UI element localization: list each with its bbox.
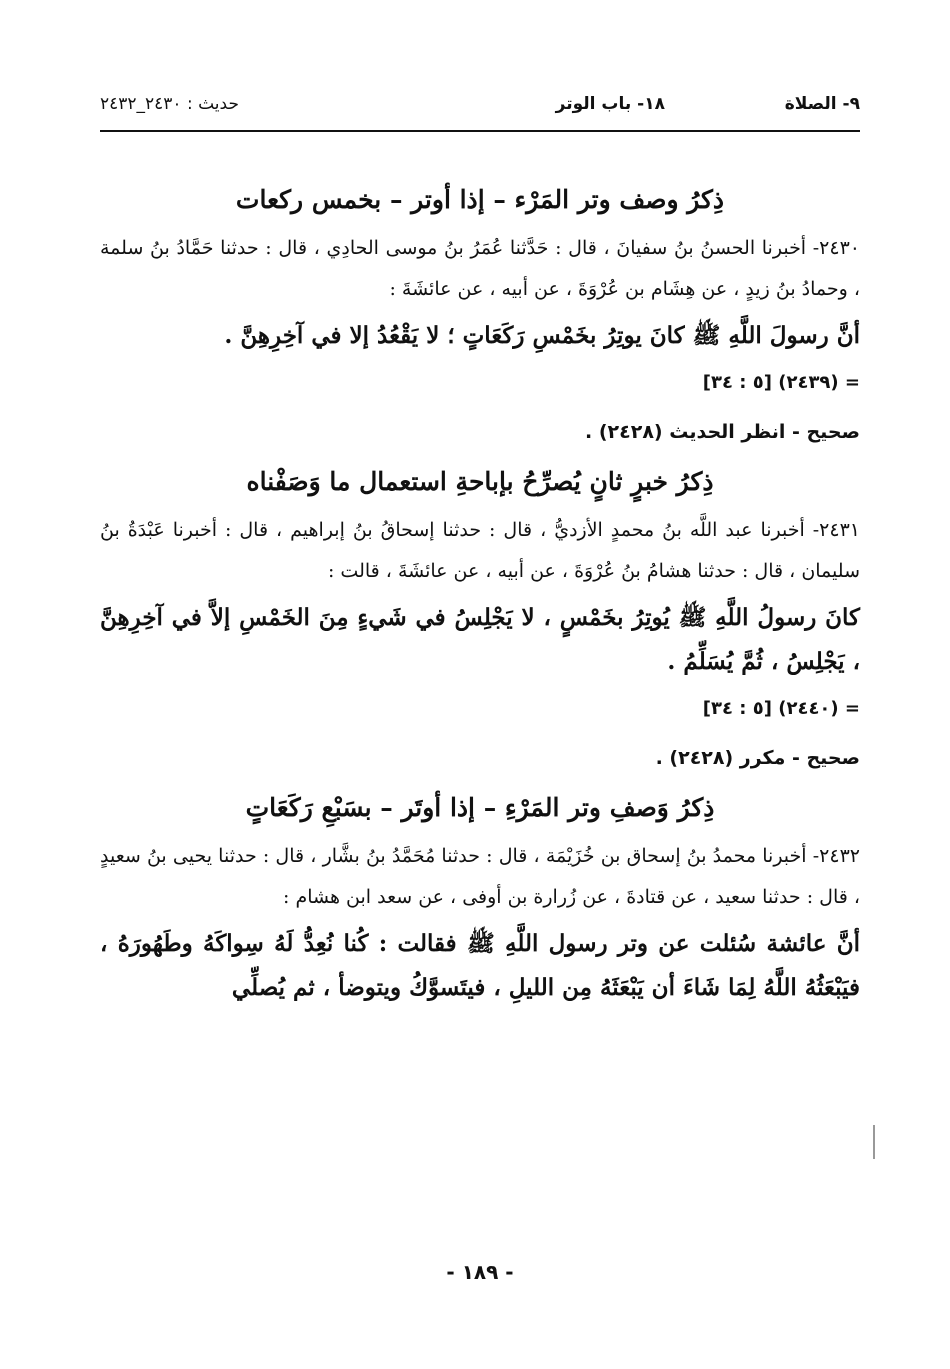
hadith-grade: صحيح - انظر الحديث (٢٤٢٨) . (585, 421, 860, 443)
isnad-text: ٢٤٣٠- أخبرنا الحسنُ بنُ سفيانَ ، قال : حَدَّثنا عُمَرُ بنُ موسى الحادِي ، قال : حدثنا حَمَّادُ بنُ سلمة ، وحمادُ بنُ زيدٍ ، عن هِشَام بن عُرْوَةَ ، عن أبيه ، عن عائشَةَ : (100, 237, 860, 300)
matn-text: أنَّ رسولَ اللَّهِ ﷺ كانَ يوتِرُ بخَمْسِ رَكَعَاتٍ ؛ لا يَقْعُدُ إلا في آخِرِهِنَّ . (224, 322, 860, 349)
running-header (100, 80, 860, 128)
cross-reference: = (٢٤٣٩) [٥ : ٣٤] (702, 372, 860, 393)
bab-title: ١٨- باب الوتر (555, 94, 665, 114)
hadith-grade: صحيح - مكرر (٢٤٢٨) . (655, 747, 860, 769)
matn-text: أنَّ عائشة سُئلت عن وتر رسول اللَّهِ ﷺ فقالت : كُنا نُعِدُّ لَهُ سِواكَهُ وطَهُورَهُ ، فيَبْعَثُهُ اللَّهُ لِمَا شَاءَ أن يَبْعَثَهُ مِن الليلِ ، فيتَسوَّكُ ويتوضأ ، ثم يُصلِّي (100, 930, 860, 1001)
page-number: - ١٨٩ - (446, 1260, 514, 1284)
book-page (100, 80, 860, 1310)
matn-text: كانَ رسولُ اللَّهِ ﷺ يُوتِرُ بخَمْسٍ ، لا يَجْلِسُ في شَيءٍ مِنَ الخَمْسِ إلاَّ في آخِرِهِنَّ ، يَجْلِسُ ، ثُمَّ يُسَلِّمُ . (100, 604, 860, 675)
isnad-text: ٢٤٣٢- أخبرنا محمدُ بنُ إسحاق بن خُزَيْمَة ، قال : حدثنا مُحَمَّدُ بنُ بشَّار ، قال : حدثنا يحيى بنُ سعيدٍ ، قال : حدثنا سعيد ، عن قتادةَ ، عن زُرارة بن أوفى ، عن سعد ابن هشام : (100, 845, 860, 908)
section-title: ذِكرُ خبرٍ ثانٍ يُصرِّحُ بإباحةِ استعمال ما وَصَفْناه (246, 467, 714, 496)
chapter-title: ٩- الصلاة (784, 94, 860, 114)
section-title: ذِكرُ وصف وتر المَرْء – إذا أوتر – بخمس ركعات (235, 185, 725, 214)
cross-reference: = (٢٤٤٠) [٥ : ٣٤] (702, 698, 860, 719)
isnad-text: ٢٤٣١- أخبرنا عبد اللَّه بنُ محمدٍ الأزديُّ ، قال : حدثنا إسحاقُ بنُ إبراهيم ، قال : أخبرنا عَبْدَةُ بنُ سليمان ، قال : حدثنا هشامُ بنُ عُرْوَةَ ، عن أبيه ، عن عائشَةَ ، قالت : (100, 519, 860, 582)
section-title: ذِكرُ وَصفِ وتر المَرْءِ – إذا أوتَر – بسَبْعِ رَكَعَاتٍ (245, 793, 715, 822)
hadith-range: حديث : ٢٤٣٠_٢٤٣٢ (100, 94, 239, 114)
header-rule (100, 130, 860, 132)
margin-mark (873, 1125, 875, 1159)
page-body (100, 180, 860, 1014)
